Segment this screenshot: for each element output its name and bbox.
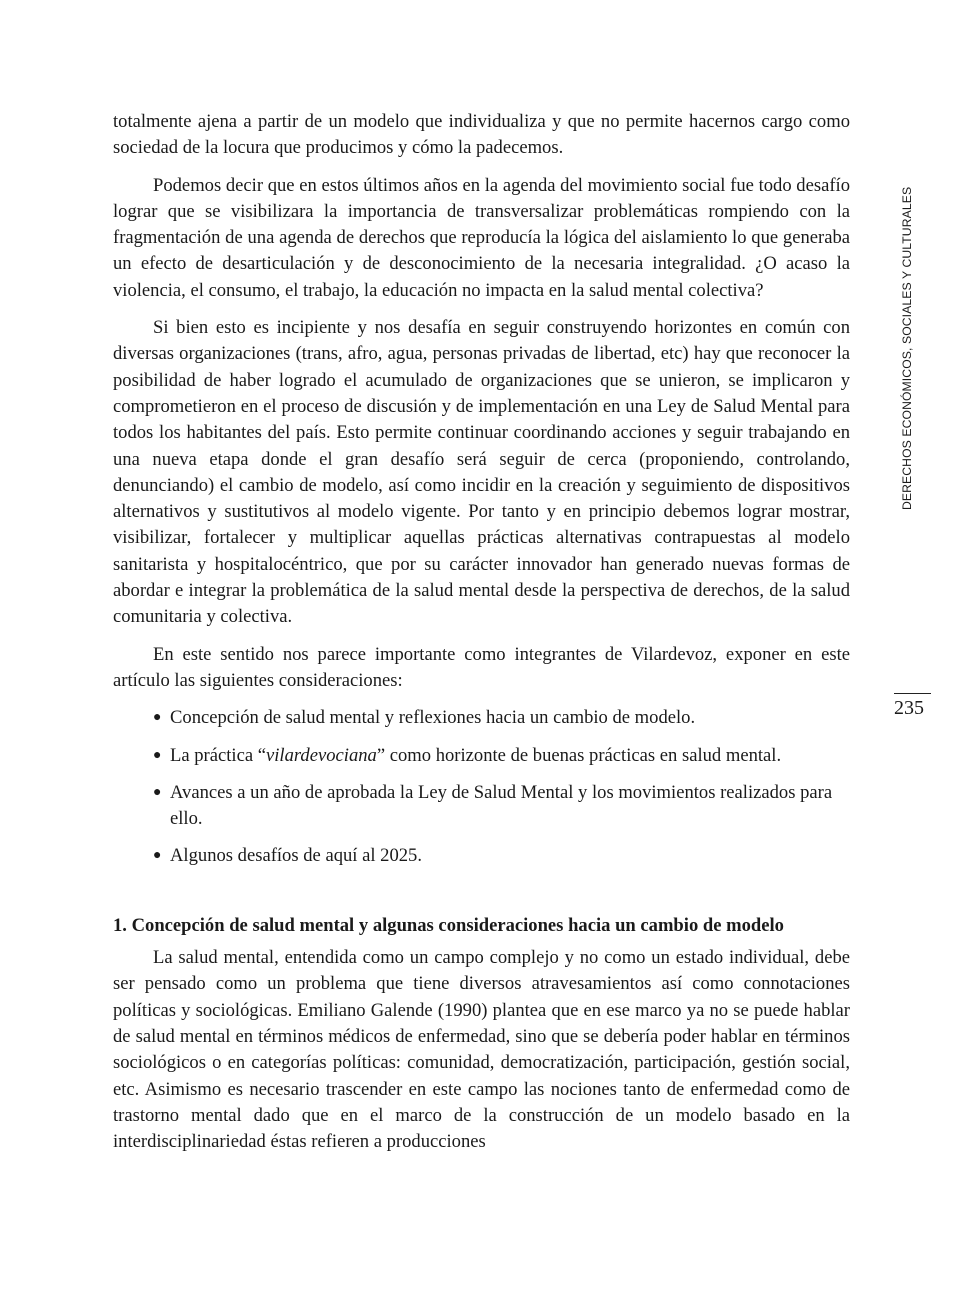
bullet-icon: ● (153, 784, 162, 800)
list-item (113, 780, 850, 833)
section-heading: 1. Concepción de salud mental y algunas consideraciones hacia un cambio de modelo (113, 914, 784, 936)
paragraph-mental-health-concept: La salud mental, entendida como un campo complejo y no como un estado individual, debe ser pensado como un problema que tiene diversos atravesamientos así como connotaciones políticas y sociológicas. Emiliano Galende (1990) plantea que en ese marco ya no se puede hablar de salud mental en términos médicos de enfermedad, sino que se debería poder hablar en términos sociológicos o en categorías políticas: comunidad, democratización, participación, gestión social, etc. Asimismo es necesario trascender en este campo las nociones tanto de enfermedad como de trastorno mental dado que en el marco de la construcción de un modelo basado en la interdisciplinariedad éstas refieren a producciones (113, 947, 850, 1153)
list-item (113, 705, 850, 731)
list-item-text: Algunos desafíos de aquí al 2025. (170, 845, 423, 867)
list-item-italic-term: vilardevociana (266, 744, 377, 766)
list-item-text-prefix: La práctica “ (170, 744, 266, 766)
list-item (113, 743, 850, 769)
paragraph-organizations: Si bien esto es incipiente y nos desafía en seguir construyendo horizontes en común con diversas organizaciones (trans, afro, agua, personas privadas de libertad, etc) hay que reconocer la posibilidad de haber logrado el acumulado de organizaciones que se unieron, se implicaron y comprometieron en el proceso de discusión y de implementación en una Ley de Salud Mental para todos los habitantes del país. Esto permite continuar coordinando acciones y seguir trabajando en una nueva etapa donde el gran desafío será seguir de cerca (proponiendo, controlando, denunciando) el cambio de modelo, así como incidir en la creación y seguimiento de dispositivos alternativos y sustitutivos al modelo vigente. Por tanto y en principio debemos lograr mostrar, visibilizar, fortalecer y multiplicar aquellas prácticas alternativas contrapuestas al modelo sanitarista y hospitalocéntrico, que por su carácter innovador han generado nuevas formas de abordar e integrar la problemática de la salud mental desde la perspectiva de derechos, de la salud comunitaria y colectiva. (113, 317, 850, 628)
paragraph-continuation: totalmente ajena a partir de un modelo que individualiza y que no permite hacernos cargo como sociedad de la locura que producimos y cómo la padecemos. (113, 111, 850, 159)
bullet-icon: ● (153, 747, 162, 763)
page-number-rule (894, 693, 931, 694)
list-item (113, 843, 850, 869)
considerations-list (113, 705, 850, 869)
list-item-text-suffix: ” como horizonte de buenas prácticas en salud mental. (376, 744, 782, 766)
body-text (113, 109, 850, 1155)
bullet-icon: ● (153, 710, 162, 726)
page-number: 235 (894, 697, 924, 719)
running-head: DERECHOS ECONÓMICOS, SOCIALES Y CULTURALES (900, 186, 914, 510)
paragraph-considerations-intro: En este sentido nos parece importante como integrantes de Vilardevoz, exponer en este artículo las siguientes consideraciones: (113, 643, 850, 691)
list-item-text: Concepción de salud mental y reflexiones hacia un cambio de modelo. (170, 707, 696, 729)
paragraph-agenda: Podemos decir que en estos últimos años en la agenda del movimiento social fue todo desafío lograr que se visibilizara la importancia de transversalizar problemáticas rompiendo con la fragmentación de una agenda de derechos que reproducía la lógica del aislamiento lo que generaba un efecto de desarticulación y de desconocimiento de la necesaria integralidad. ¿O acaso la violencia, el consumo, el trabajo, la educación no impacta en la salud mental colectiva? (113, 174, 850, 301)
list-item-text: Avances a un año de aprobada la Ley de Salud Mental y los movimientos realizados para ello. (170, 781, 833, 830)
bullet-icon: ● (153, 848, 162, 864)
